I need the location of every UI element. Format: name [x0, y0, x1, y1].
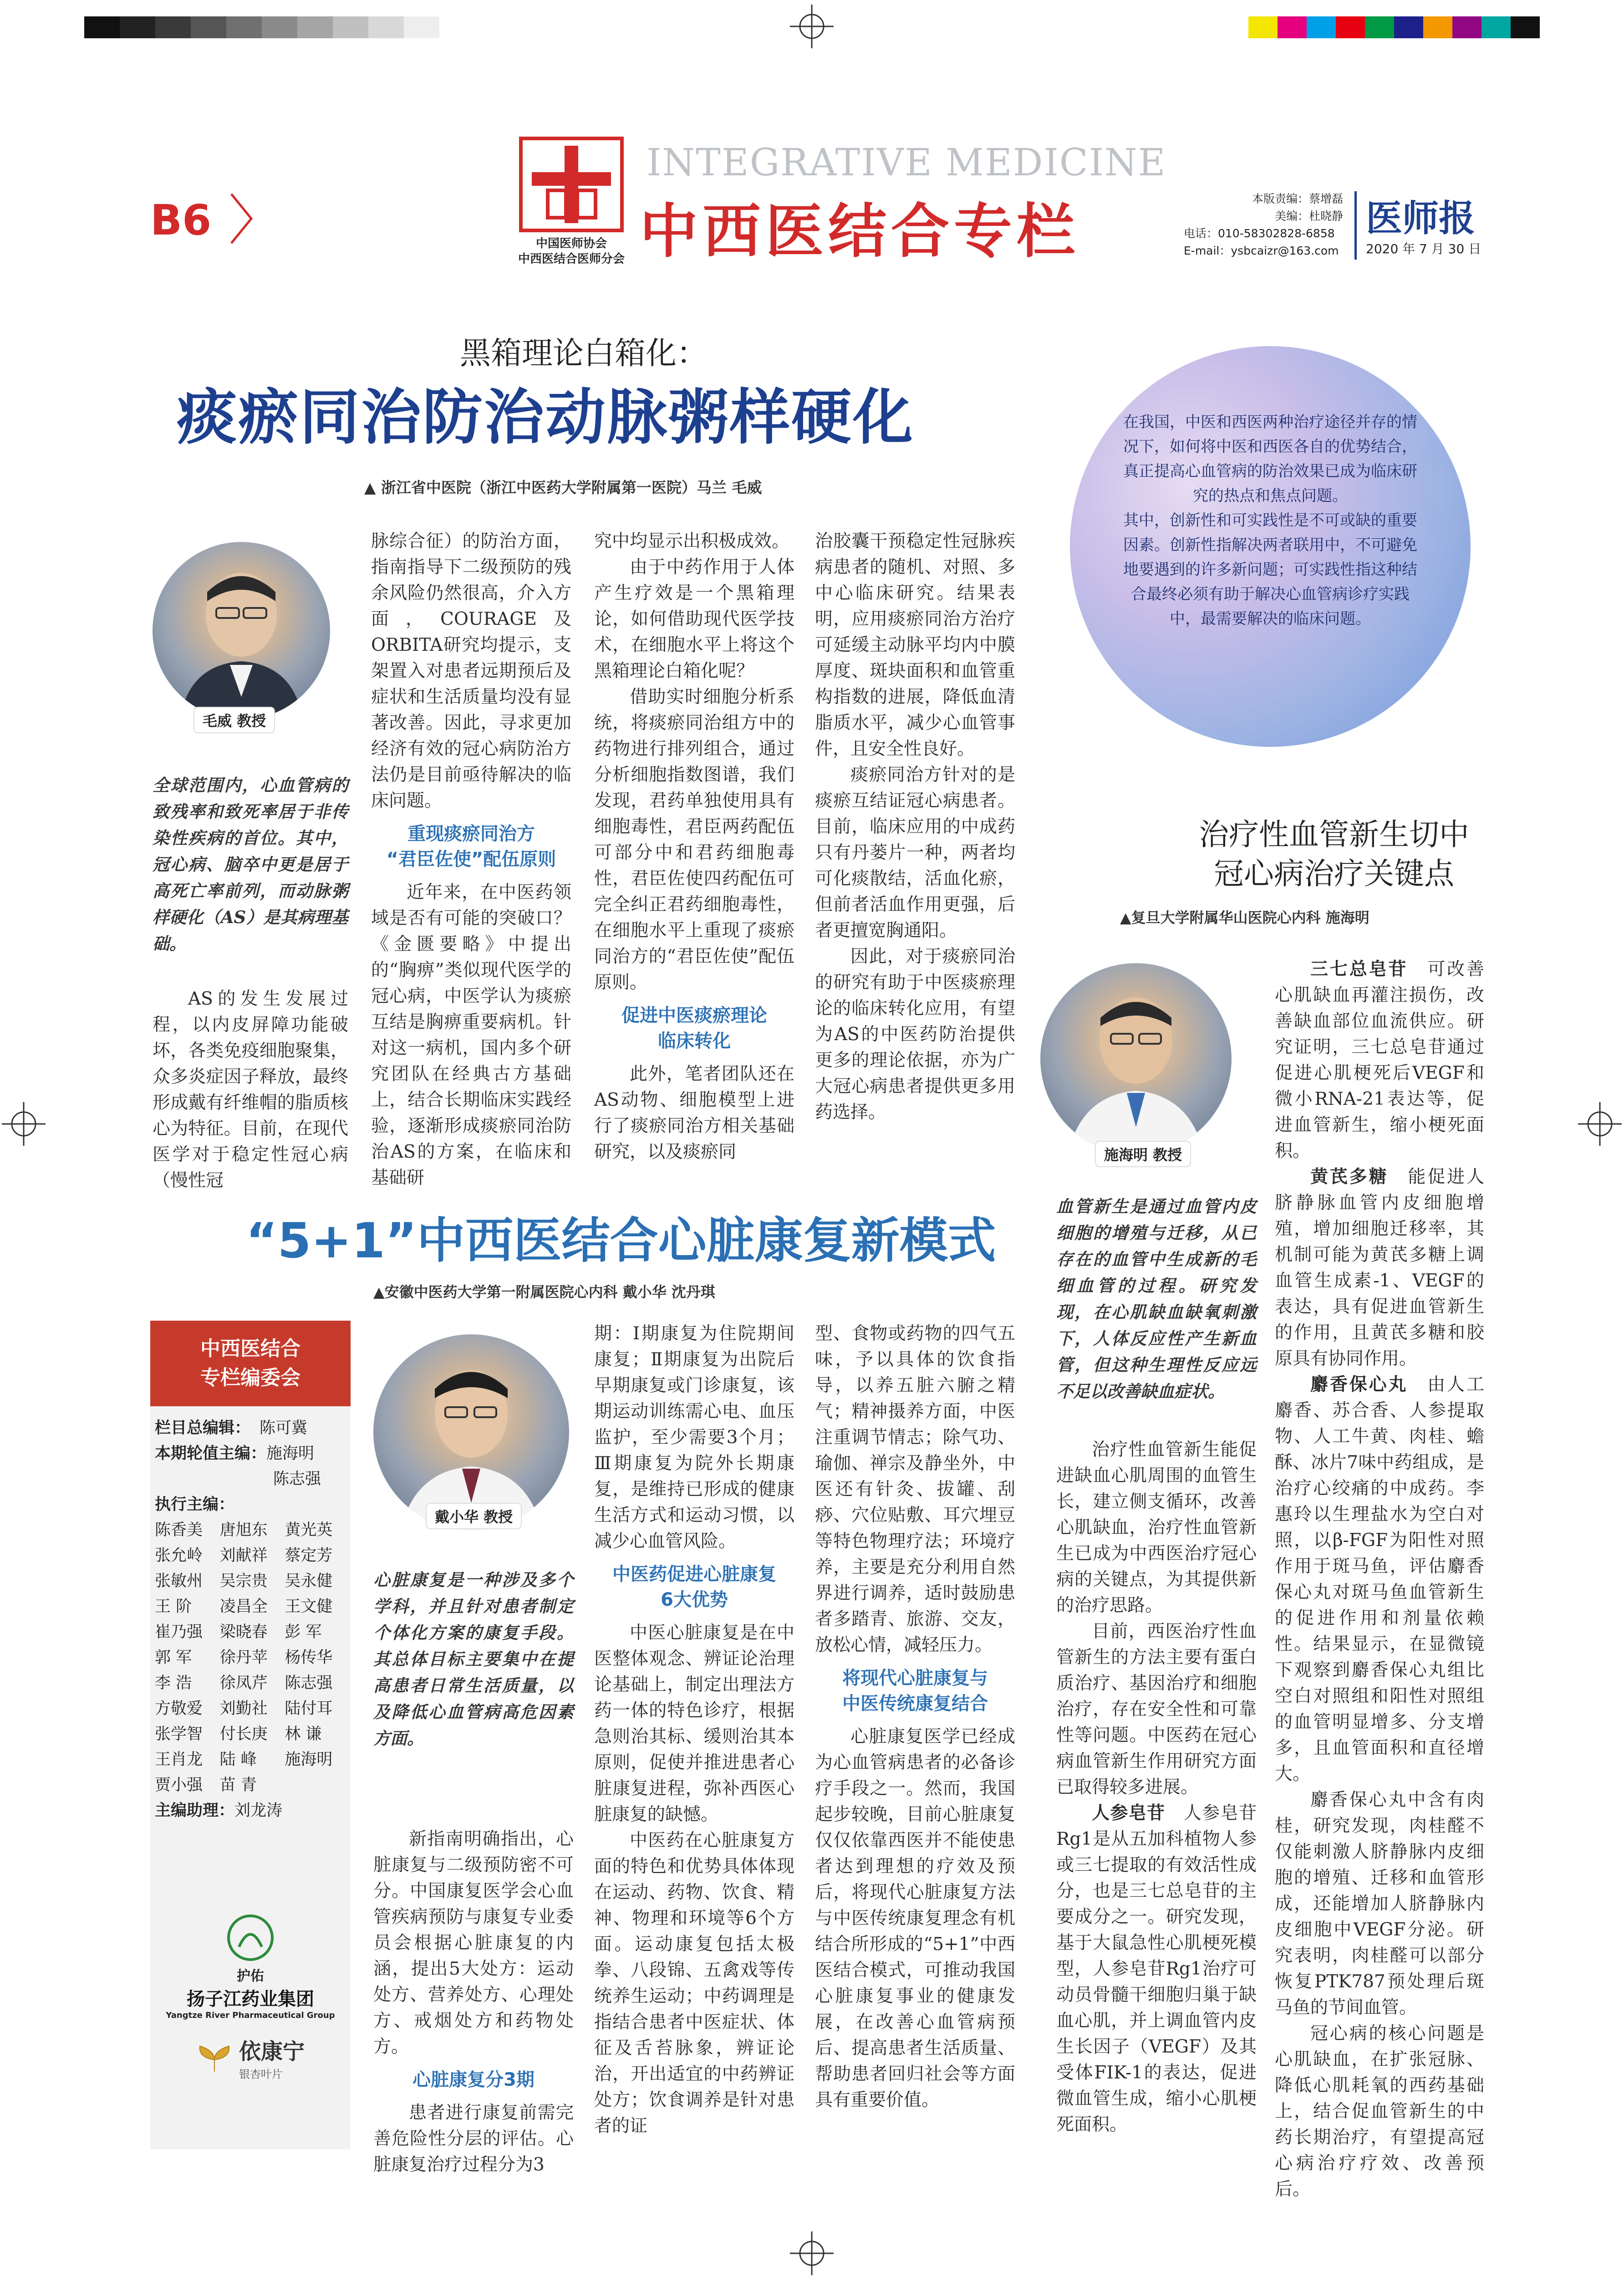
- quote-circle: [1070, 346, 1471, 747]
- article1-title: 痰瘀同治防治动脉粥样硬化: [177, 383, 914, 453]
- page-label: B6: [150, 196, 212, 245]
- article1-col2: 脉综合征）的防治方面，指南指导下二级预防的残余风险仍然很高，介入方面，COURAGE及ORBITA研究均提示，支架置入对患者远期预后及症状和生活质量均没有显著改善。因此，寻求更加经济有效的冠心病防治方法仍是目前亟待解决的临床问题。 重现痰瘀同治方 “君臣佐使”配伍原则 近年来，在中医药领域是否有可能的突破口？《金匮要略》中提出的“胸痹”类似现代医学的冠心病，中医学认为痰瘀互结是胸痹重要病机。针对这一病机，国内多个研究团队在经典古方基础上，结合长期临床实践经验，逐渐形成痰瘀同治防治AS的方案，在临床和基础研: [371, 531, 571, 1188]
- author-photo-maowei: [153, 542, 330, 720]
- chevron-right-icon: [228, 191, 255, 246]
- article3-subheadC: 将现代心脏康复与 中医传统康复结合: [842, 1668, 988, 1714]
- org-name: 中国医师协会 中西医结合医师分会: [518, 237, 625, 266]
- english-title: INTEGRATIVE MEDICINE: [647, 141, 1166, 184]
- article2-byline: ▲复旦大学附属华山医院心内科 施海明: [1120, 909, 1369, 926]
- section-title: 中西医结合专栏: [640, 198, 1080, 265]
- exec-editor-grid: 陈香美 唐旭东 黄光英 张允岭 刘献祥 蔡定芳 张敏州 吴宗贵 吴永健 王 阶 凌昌全 王文健 崔乃强 梁晓春 彭 军 郭 军 徐丹苹 杨传华 李 浩 徐凤芹 陈志强 方敬爱 刘勤社 陆付耳 张学智 付长庚 林 谦 王肖龙 陆 峰 施海明 贾小强 苗 青: [155, 1521, 333, 1794]
- author-photo-daixiaohua: [373, 1334, 569, 1530]
- article3-colA: 新指南明确指出，心脏康复与二级预防密不可分。中国康复医学会心血管疾病预防与康复专业委员会根据心脏康复的内涵，提出5大处方：运动处方、营养处方、心理处方、戒烟处方和药物处方。 心脏康复分3期 患者进行康复前需完善危险性分层的评估。心脏康复治疗过程分为3: [373, 1829, 574, 2175]
- author-photo-shihaiming: [1040, 963, 1232, 1154]
- article1-subhead2: 促进中医痰瘀理论 临床转化: [621, 1005, 767, 1052]
- article3-lead: 心脏康复是一种涉及多个学科，并且针对患者制定个体化方案的康复手段。其总体目标主要集中在提高患者日常生活质量，以及降低心血管病高危因素方面。: [373, 1570, 574, 1748]
- sidebar-title: 中西医结合 专栏编委会: [150, 1321, 351, 1406]
- article3-subheadB: 中医药促进心脏康复 6大优势: [612, 1564, 776, 1610]
- registration-mark-bottom: [790, 2231, 834, 2275]
- article3-colB: 期：Ⅰ期康复为住院期间康复；Ⅱ期康复为出院后早期康复或门诊康复，该期运动训练需心电、血压监护，至少需要3个月；Ⅲ期康复为院外长期康复，是维持已形成的健康生活方式和运动习惯，以减少心血管风险。 中医药促进心脏康复 6大优势 中医心脏康复是在中医整体观念、辨证论治理论基础上，制定出理法方药一体的特色诊疗，根据急则治其标、缓则治其本原则，促使并推进患者心脏康复进程，弥补西医心脏康复的缺憾。 中医药在心脏康复方面的特色和优势具体体现在运动、药物、饮食、精神、物理和环境等6个方面。运动康复包括太极拳、八段锦、五禽戏等传统养生运动；中药调理是指结合患者中医症状、体征及舌苔脉象，辨证论治，开出适宜的中药辨证处方；饮食调养是针对患者的证: [594, 1323, 794, 2136]
- registration-mark-left: [2, 1102, 46, 1146]
- quote-p1: 在我国，中医和西医两种治疗途径并存的情况下，如何将中医和西医各自的优势结合，真正提高心血管病的防治效果已成为临床研究的热点和焦点问题。: [1123, 413, 1417, 505]
- editorial-board-sidebar: 中西医结合 专栏编委会 栏目总编辑： 陈可冀 本期轮值主编：施海明 陈志强 执行主编： 陈香美 唐旭东 黄光英 张允岭 刘献祥 蔡定芳 张敏州 吴宗贵 吴永健 王 阶 凌昌全 王文健 崔乃强 梁晓春 彭 军 郭 军 徐丹苹 杨传华 李 浩 徐凤芹 陈志强 方敬爱 刘勤社 陆付耳 张学智 付长庚 林 谦 王肖龙 陆 峰 施海明 贾小强 苗 青 主编助理：刘龙涛 护佑 扬子江药业集团 Yangtze River Pharmaceutical Group 依康宁 银杏叶片: [150, 1321, 351, 2149]
- ginkgo-leaf-icon: [196, 2042, 233, 2073]
- sponsor-logo-icon: [225, 1913, 275, 1963]
- issue-date: 2020 年 7 月 30 日: [1366, 241, 1481, 256]
- article2-title: 治疗性血管新生切中 冠心病治疗关键点: [1199, 817, 1469, 891]
- registration-mark-right: [1578, 1102, 1622, 1146]
- article2-col-left: 治疗性血管新生能促进缺血心肌周围的血管生长，建立侧支循环，改善心肌缺血，治疗性血管新生已成为中西医治疗冠心病的关键点，为其提供新的治疗思路。 目前，西医治疗性血管新生的方法主要有蛋白质治疗、基因治疗和细胞治疗，存在安全性和可靠性等问题。中医药在冠心病血管新生作用研究方面已取得较多进展。 人参皂苷 人参皂苷Rg1是从五加科植物人参或三七提取的有效活性成分，也是三七总皂苷的主要成分之一。研究发现，基于大鼠急性心肌梗死模型，人参皂苷Rg1治疗可动员骨髓干细胞归巢于缺血心肌，并上调血管内皮生长因子（VEGF）及其受体FIK-1的表达，促进微血管生成，缩小心肌梗死面积。: [1056, 1440, 1257, 2135]
- article3-subheadA: 心脏康复分3期: [412, 2069, 535, 2090]
- quote-p2: 其中，创新性和可实践性是不可或缺的重要因素。创新性指解决两者联用中，不可避免地要遇到的许多新问题；可实践性指这种结合最终必须有助于解决心血管病诊疗实践中，最需要解决的临床问题。: [1123, 511, 1417, 628]
- article1-col3: 究中均显示出积极成效。 由于中药作用于人体产生疗效是一个黑箱理论，如何借助现代医学技术，在细胞水平上将这个黑箱理论白箱化呢？ 借助实时细胞分析系统，将痰瘀同治组方中的药物进行排列组合，通过分析细胞指数图谱，我们发现，君药单独使用具有细胞毒性，君臣两药配伍可部分中和君药细胞毒性，君臣佐使四药配伍可完全纠正君药细胞毒性，在细胞水平上重现了痰瘀同治方的“君臣佐使”配伍原则。 促进中医痰瘀理论 临床转化 此外，笔者团队还在AS动物、细胞模型上进行了痰瘀同治方相关基础研究，以及痰瘀同: [594, 531, 794, 1162]
- article1-col1: AS的发生发展过程，以内皮屏障功能破坏，各类免疫细胞聚集，众多炎症因子释放，最终形成戴有纤维帽的脂质核心为特征。目前，在现代医学对于稳定性冠心病（慢性冠: [153, 989, 348, 1191]
- color-bar: [1248, 16, 1540, 38]
- article2-col-right: 三七总皂苷 可改善心肌缺血再灌注损伤，改善缺血部位血流供应。研究证明，三七总皂苷通过促进心肌梗死后VEGF和微小RNA-21表达等，促进血管新生，缩小梗死面积。 黄芪多糖 能促进人脐静脉血管内皮细胞增殖，增加细胞迁移率，其机制可能为黄芪多糖上调血管生成素-1、VEGF的表达，具有促进血管新生的作用，且黄芪多糖和胶原具有协同作用。 麝香保心丸 由人工麝香、苏合香、人参提取物、人工牛黄、肉桂、蟾酥、冰片7味中药组成，是治疗心绞痛的中成药。李惠玲以生理盐水为空白对照，以β-FGF为阳性对照作用于斑马鱼，评估麝香保心丸对斑马鱼血管新生的促进作用和剂量依赖性。结果显示，在显微镜下观察到麝香保心丸组比空白对照组和阳性对照组的血管明显增多、分支增多，且血管面积和直径增大。 麝香保心丸中含有肉桂，研究发现，肉桂醛不仅能刺激人脐静脉内皮细胞的增殖、迁移和血管形成，还能增加人脐静脉内皮细胞中VEGF分泌。研究表明，肉桂醛可以部分恢复PTK787预处理后斑马鱼的节间血管。 冠心病的核心问题是心肌缺血，在扩张冠脉、降低心肌耗氧的西药基础上，结合促血管新生的中药长期治疗，有望提高冠心病治疗疗效、改善预后。: [1275, 959, 1484, 2200]
- article3-title: “5+1”中西医结合心脏康复新模式: [246, 1213, 996, 1269]
- author-caption-maowei: 毛威 教授: [193, 707, 275, 733]
- article3-byline: ▲安徽中医药大学第一附属医院心内科 戴小华 沈丹琪: [373, 1283, 715, 1301]
- registration-mark-top: [790, 5, 834, 48]
- author-caption-shihaiming: 施海明 教授: [1095, 1141, 1191, 1167]
- paper-name: 医师报: [1366, 197, 1475, 240]
- association-logo: [519, 137, 624, 232]
- article3-colC: 型、食物或药物的四气五味，予以具体的饮食指导，以养五脏六腑之精气；精神摄养方面，中医注重调节情志；除气功、瑜伽、禅宗及静坐外，中医还有针灸、拔罐、刮痧、穴位贴敷、耳穴埋豆等特色物理疗法；环境疗养，主要是充分利用自然界进行调养，适时鼓励患者多踏青、旅游、交友，放松心情，减轻压力。 将现代心脏康复与 中医传统康复结合 心脏康复医学已经成为心血管病患者的必备诊疗手段之一。然而，我国起步较晚，目前心脏康复仅仅依靠西医并不能使患者达到理想的疗效及预后，将现代心脏康复方法与中医传统康复理念有机结合所形成的“5+1”中西医结合模式，可推动我国心脏康复事业的健康发展，在改善心血管病预后、提高患者生活质量、帮助患者回归社会等方面具有重要价值。: [815, 1323, 1015, 2110]
- author-caption-daixiaohua: 戴小华 教授: [426, 1503, 522, 1529]
- article2-lead: 血管新生是通过血管内皮细胞的增殖与迁移，从已存在的血管中生成新的毛细血管的过程。研究发现，在心肌缺血缺氧刺激下，人体反应性产生新血管，但这种生理性反应远不足以改善缺血症状。: [1056, 1196, 1257, 1401]
- sponsor-block: 护佑 扬子江药业集团 Yangtze River Pharmaceutical Group 依康宁 银杏叶片: [150, 1913, 351, 2081]
- masthead-divider: [1354, 191, 1357, 260]
- article1-byline: ▲ 浙江省中医院（浙江中医药大学附属第一医院）马兰 毛威: [364, 479, 762, 496]
- masthead-info: 本版责编：蔡增磊 美编：杜晓静 电话：010-58302828-6858 E-mail：ysbcaizr@163.com: [1184, 192, 1343, 257]
- article1-col4: 治胶囊干预稳定性冠脉疾病患者的随机、对照、多中心临床研究。结果表明，应用痰瘀同治方治疗可延缓主动脉平均内中膜厚度、斑块面积和血管重构指数的进展，降低血清脂质水平，减少心血管事件，且安全性良好。 痰瘀同治方针对的是痰瘀互结证冠心病患者。目前，临床应用的中成药只有丹蒌片一种，两者均可化痰散结，活血化瘀，但前者活血作用更强，后者更擅宽胸通阳。 因此，对于痰瘀同治的研究有助于中医痰瘀理论的临床转化应用，有望为AS的中医药防治提供更多的理论依据，亦为广大冠心病患者提供更多用药选择。: [815, 531, 1015, 1123]
- article1-subhead1: 重现痰瘀同治方 “君臣佐使”配伍原则: [386, 823, 556, 870]
- grayscale-bar: [84, 16, 439, 38]
- article1-lead: 全球范围内，心血管病的致残率和致死率居于非传染性疾病的首位。其中，冠心病、脑卒中更是居于高死亡率前列，而动脉粥样硬化（AS）是其病理基础。: [153, 775, 348, 954]
- article1-kicker: 黑箱理论白箱化：: [460, 336, 708, 372]
